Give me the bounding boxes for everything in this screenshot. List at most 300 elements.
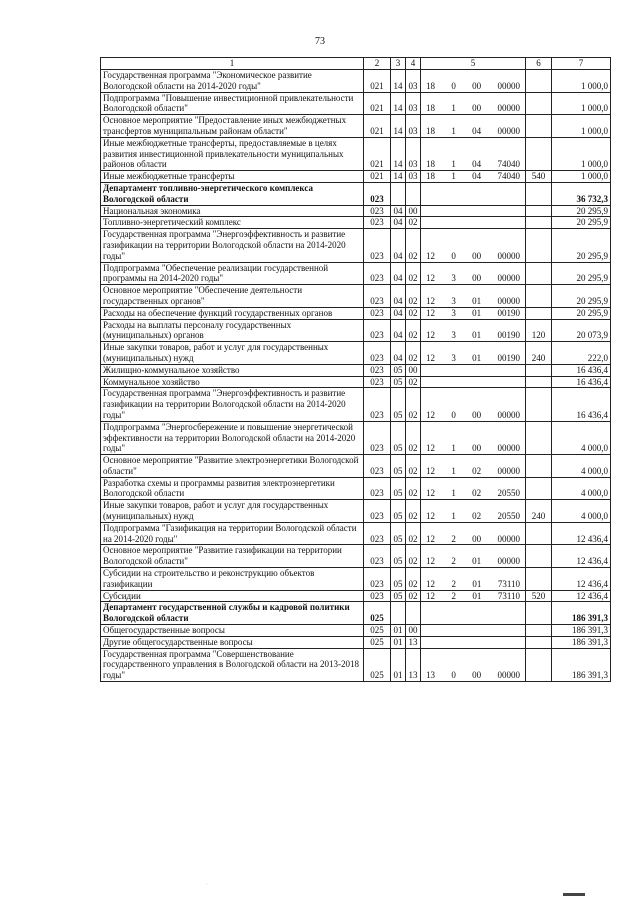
subsection-code: 00	[406, 625, 421, 637]
amount: 36 732,3	[552, 182, 611, 205]
target-article-code	[421, 388, 526, 421]
subsection-code: 02	[406, 421, 421, 454]
subsection-code: 13	[406, 648, 421, 681]
target-article-parts	[423, 511, 523, 522]
target-article-code	[421, 625, 526, 637]
expense-type-code	[526, 477, 552, 500]
table-row	[101, 171, 611, 183]
target-article-part: 0	[451, 250, 456, 261]
subsection-code: 02	[406, 229, 421, 262]
target-article-part: 18	[426, 103, 435, 114]
expense-type-code	[526, 92, 552, 115]
target-article-part: 01	[472, 578, 482, 589]
ministry-code: 023	[364, 217, 391, 229]
target-article-parts	[423, 330, 523, 341]
expense-type-code	[526, 545, 552, 568]
row-name: Субсидии на строительство и реконструкцию объектов газификации	[101, 568, 364, 591]
expense-type-code	[526, 376, 552, 388]
target-article-code	[421, 137, 526, 170]
row-name: Основное мероприятие "Развитие газификации на территории Вологодской области"	[101, 545, 364, 568]
table-row	[101, 307, 611, 319]
amount: 20 295,9	[552, 229, 611, 262]
target-article-part: 0	[451, 409, 456, 420]
subsection-code: 02	[406, 568, 421, 591]
target-article-part: 12	[426, 511, 435, 522]
expense-type-code	[526, 182, 552, 205]
table-row	[101, 342, 611, 365]
target-article-part: 0	[451, 670, 456, 681]
target-article-part: 1	[451, 511, 456, 522]
target-article-parts	[423, 591, 523, 602]
target-article-part: 04	[472, 159, 482, 170]
row-name: Основное мероприятие "Предоставление иных межбюджетных трансфертов муниципальным районам области"	[101, 115, 364, 138]
column-header-2: 2	[364, 58, 391, 70]
target-article-part: 18	[426, 159, 435, 170]
expense-type-code	[526, 602, 552, 625]
target-article-part: 00000	[497, 556, 520, 567]
section-code: 05	[391, 455, 406, 478]
target-article-part: 1	[451, 103, 456, 114]
target-article-part: 00000	[497, 670, 520, 681]
expense-type-code	[526, 636, 552, 648]
section-code: 05	[391, 364, 406, 376]
subsection-code: 02	[406, 477, 421, 500]
expense-type-code	[526, 307, 552, 319]
expense-type-code	[526, 217, 552, 229]
target-article-part: 0	[451, 80, 456, 91]
row-name: Расходы на выплаты персоналу государственных (муниципальных) органов	[101, 319, 364, 342]
amount: 4 000,0	[552, 455, 611, 478]
target-article-code	[421, 92, 526, 115]
table-body	[101, 70, 611, 682]
target-article-parts	[423, 410, 523, 421]
section-code: 14	[391, 115, 406, 138]
row-name: Подпрограмма "Газификация на территории Вологодской области на 2014-2020 годы"	[101, 522, 364, 545]
section-code: 05	[391, 590, 406, 602]
table-row	[101, 182, 611, 205]
target-article-code	[421, 568, 526, 591]
subsection-code: 02	[406, 307, 421, 319]
section-code	[391, 182, 406, 205]
expense-type-code: 520	[526, 590, 552, 602]
target-article-code	[421, 545, 526, 568]
target-article-parts	[423, 488, 523, 499]
target-article-part: 2	[451, 578, 456, 589]
target-article-part: 13	[426, 670, 435, 681]
table-row	[101, 421, 611, 454]
row-name: Национальная экономика	[101, 205, 364, 217]
expense-type-code: 240	[526, 500, 552, 523]
expense-type-code	[526, 455, 552, 478]
section-code	[391, 602, 406, 625]
target-article-part: 12	[426, 295, 435, 306]
amount: 1 000,0	[552, 70, 611, 93]
target-article-part: 00000	[497, 80, 520, 91]
target-article-part: 3	[451, 273, 456, 284]
section-code: 05	[391, 500, 406, 523]
expense-type-code	[526, 364, 552, 376]
amount: 16 436,4	[552, 376, 611, 388]
amount: 4 000,0	[552, 500, 611, 523]
target-article-code	[421, 648, 526, 681]
table-row	[101, 545, 611, 568]
target-article-part: 00000	[497, 273, 520, 284]
target-article-part: 00190	[497, 352, 520, 363]
target-article-part: 74040	[497, 171, 520, 182]
column-header-6: 6	[526, 58, 552, 70]
row-name: Топливно-энергетический комплекс	[101, 217, 364, 229]
target-article-code	[421, 217, 526, 229]
table-row	[101, 92, 611, 115]
target-article-part: 1	[451, 125, 456, 136]
target-article-part: 12	[426, 590, 435, 601]
target-article-part: 00	[472, 250, 482, 261]
target-article-code	[421, 477, 526, 500]
target-article-part: 00190	[497, 330, 520, 341]
table-row	[101, 137, 611, 170]
target-article-part: 01	[472, 330, 482, 341]
target-article-code	[421, 602, 526, 625]
subsection-code: 02	[406, 217, 421, 229]
row-name: Иные межбюджетные трансферты	[101, 171, 364, 183]
target-article-part: 12	[426, 307, 435, 318]
table-row	[101, 636, 611, 648]
target-article-part: 20550	[497, 511, 520, 522]
budget-table	[100, 57, 611, 682]
ministry-code: 023	[364, 477, 391, 500]
target-article-parts	[423, 81, 523, 92]
target-article-parts	[423, 159, 523, 170]
target-article-part: 20550	[497, 488, 520, 499]
expense-type-code	[526, 648, 552, 681]
section-code: 14	[391, 92, 406, 115]
table-row	[101, 217, 611, 229]
amount: 1 000,0	[552, 171, 611, 183]
section-code: 01	[391, 648, 406, 681]
target-article-part: 2	[451, 556, 456, 567]
row-name: Основное мероприятие "Развитие электроэнергетики Вологодской области"	[101, 455, 364, 478]
row-name: Разработка схемы и программы развития электроэнергетики Вологодской области	[101, 477, 364, 500]
section-code: 04	[391, 342, 406, 365]
target-article-part: 18	[426, 125, 435, 136]
row-name: Иные межбюджетные трансферты, предоставляемые в целях развития инвестиционной привлекательности муниципальных районов области	[101, 137, 364, 170]
target-article-part: 02	[472, 488, 482, 499]
ministry-code: 023	[364, 568, 391, 591]
target-article-part: 00	[472, 273, 482, 284]
table-row	[101, 319, 611, 342]
target-article-part: 3	[451, 330, 456, 341]
column-header-1: 1	[101, 58, 364, 70]
ministry-code: 025	[364, 648, 391, 681]
amount: 12 436,4	[552, 545, 611, 568]
row-name: Подпрограмма "Энергосбережение и повышение энергетической эффективности на территории Вологодской области на 2014-2020 годы"	[101, 421, 364, 454]
table-row	[101, 648, 611, 681]
table-row	[101, 364, 611, 376]
section-code: 14	[391, 171, 406, 183]
row-name: Общегосударственные вопросы	[101, 625, 364, 637]
target-article-part: 12	[426, 330, 435, 341]
target-article-part: 00	[472, 80, 482, 91]
subsection-code: 00	[406, 364, 421, 376]
table-row	[101, 500, 611, 523]
target-article-part: 12	[426, 578, 435, 589]
ministry-code: 021	[364, 137, 391, 170]
amount: 4 000,0	[552, 421, 611, 454]
section-code: 04	[391, 205, 406, 217]
target-article-part: 12	[426, 273, 435, 284]
target-article-part: 00	[472, 533, 482, 544]
subsection-code: 02	[406, 285, 421, 308]
target-article-code	[421, 262, 526, 285]
section-code: 05	[391, 545, 406, 568]
subsection-code: 02	[406, 455, 421, 478]
row-name: Коммунальное хозяйство	[101, 376, 364, 388]
ministry-code: 021	[364, 70, 391, 93]
row-name: Департамент государственной службы и кадровой политики Вологодской области	[101, 602, 364, 625]
expense-type-code	[526, 115, 552, 138]
subsection-code: 03	[406, 115, 421, 138]
section-code: 05	[391, 421, 406, 454]
target-article-parts	[423, 579, 523, 590]
target-article-part: 00000	[497, 409, 520, 420]
table-row	[101, 455, 611, 478]
row-name: Иные закупки товаров, работ и услуг для государственных (муниципальных) нужд	[101, 342, 364, 365]
row-name: Государственная программа "Энергоэффективность и развитие газификации на территории Вологодской области на 2014-2020 годы"	[101, 388, 364, 421]
target-article-code	[421, 182, 526, 205]
table-row	[101, 70, 611, 93]
subsection-code: 02	[406, 376, 421, 388]
target-article-part: 00	[472, 443, 482, 454]
row-name: Государственная программа "Совершенствование государственного управления в Вологодской области на 2013-2018 годы"	[101, 648, 364, 681]
target-article-parts	[423, 466, 523, 477]
ministry-code: 023	[364, 319, 391, 342]
expense-type-code	[526, 421, 552, 454]
section-code: 04	[391, 307, 406, 319]
target-article-code	[421, 364, 526, 376]
expense-type-code	[526, 137, 552, 170]
subsection-code: 03	[406, 137, 421, 170]
expense-type-code	[526, 70, 552, 93]
ministry-code: 021	[364, 115, 391, 138]
target-article-part: 3	[451, 352, 456, 363]
target-article-code	[421, 229, 526, 262]
target-article-part: 3	[451, 307, 456, 318]
subsection-code: 02	[406, 545, 421, 568]
target-article-part: 00	[472, 103, 482, 114]
table-row	[101, 388, 611, 421]
subsection-code: 02	[406, 590, 421, 602]
table-row	[101, 522, 611, 545]
ministry-code: 023	[364, 500, 391, 523]
table-row	[101, 205, 611, 217]
subsection-code: 03	[406, 70, 421, 93]
target-article-code	[421, 522, 526, 545]
page-number: 73	[315, 36, 325, 47]
target-article-part: 12	[426, 409, 435, 420]
target-article-part: 1	[451, 443, 456, 454]
target-article-part: 02	[472, 511, 482, 522]
target-article-part: 01	[472, 352, 482, 363]
expense-type-code	[526, 388, 552, 421]
target-article-code	[421, 376, 526, 388]
target-article-part: 04	[472, 171, 482, 182]
row-name: Субсидии	[101, 590, 364, 602]
table-row	[101, 590, 611, 602]
subsection-code: 00	[406, 205, 421, 217]
amount: 20 295,9	[552, 307, 611, 319]
expense-type-code: 540	[526, 171, 552, 183]
target-article-part: 01	[472, 307, 482, 318]
target-article-part: 00	[472, 670, 482, 681]
target-article-parts	[423, 296, 523, 307]
target-article-code	[421, 500, 526, 523]
target-article-code	[421, 205, 526, 217]
subsection-code: 02	[406, 522, 421, 545]
subsection-code	[406, 182, 421, 205]
subsection-code: 03	[406, 171, 421, 183]
subsection-code: 02	[406, 342, 421, 365]
target-article-parts	[423, 171, 523, 182]
section-code: 14	[391, 137, 406, 170]
row-name: Основное мероприятие "Обеспечение деятельности государственных органов"	[101, 285, 364, 308]
target-article-part: 12	[426, 556, 435, 567]
ministry-code: 023	[364, 590, 391, 602]
section-code: 01	[391, 636, 406, 648]
amount: 1 000,0	[552, 137, 611, 170]
ministry-code: 023	[364, 388, 391, 421]
table-row	[101, 477, 611, 500]
amount: 12 436,4	[552, 522, 611, 545]
table-row	[101, 285, 611, 308]
target-article-code	[421, 319, 526, 342]
amount: 4 000,0	[552, 477, 611, 500]
expense-type-code	[526, 205, 552, 217]
target-article-code	[421, 590, 526, 602]
target-article-part: 00190	[497, 307, 520, 318]
row-name: Иные закупки товаров, работ и услуг для государственных (муниципальных) нужд	[101, 500, 364, 523]
ministry-code: 023	[364, 342, 391, 365]
subsection-code: 02	[406, 319, 421, 342]
amount: 1 000,0	[552, 92, 611, 115]
amount: 12 436,4	[552, 568, 611, 591]
ministry-code: 025	[364, 636, 391, 648]
row-name: Государственная программа "Энергоэффективность и развитие газификации на территории Вологодской области на 2014-2020 годы"	[101, 229, 364, 262]
target-article-part: 00000	[497, 295, 520, 306]
target-article-part: 1	[451, 465, 456, 476]
table-row	[101, 229, 611, 262]
target-article-part: 00	[472, 409, 482, 420]
target-article-code	[421, 342, 526, 365]
amount: 186 391,3	[552, 636, 611, 648]
target-article-parts	[423, 353, 523, 364]
target-article-code	[421, 115, 526, 138]
target-article-part: 74040	[497, 159, 520, 170]
target-article-part: 00000	[497, 125, 520, 136]
scan-artifact: ·	[206, 882, 208, 888]
expense-type-code	[526, 229, 552, 262]
ministry-code: 023	[364, 182, 391, 205]
subsection-code	[406, 602, 421, 625]
target-article-part: 02	[472, 465, 482, 476]
section-code: 05	[391, 477, 406, 500]
target-article-part: 00000	[497, 103, 520, 114]
corner-mark	[563, 893, 585, 896]
table-row	[101, 262, 611, 285]
ministry-code: 021	[364, 171, 391, 183]
target-article-part: 73110	[497, 578, 520, 589]
section-code: 04	[391, 319, 406, 342]
target-article-part: 01	[472, 590, 482, 601]
target-article-code	[421, 636, 526, 648]
ministry-code: 023	[364, 262, 391, 285]
target-article-parts	[423, 556, 523, 567]
target-article-part: 00000	[497, 250, 520, 261]
expense-type-code: 240	[526, 342, 552, 365]
target-article-part: 12	[426, 533, 435, 544]
target-article-part: 73110	[497, 590, 520, 601]
expense-type-code	[526, 285, 552, 308]
table-row	[101, 625, 611, 637]
section-code: 05	[391, 522, 406, 545]
amount: 20 295,9	[552, 285, 611, 308]
amount: 1 000,0	[552, 115, 611, 138]
row-name: Расходы на обеспечение функций государственных органов	[101, 307, 364, 319]
section-code: 05	[391, 568, 406, 591]
subsection-code: 02	[406, 500, 421, 523]
section-code: 04	[391, 285, 406, 308]
amount: 186 391,3	[552, 648, 611, 681]
target-article-code	[421, 171, 526, 183]
target-article-part: 18	[426, 80, 435, 91]
target-article-parts	[423, 308, 523, 319]
target-article-code	[421, 285, 526, 308]
expense-type-code	[526, 522, 552, 545]
ministry-code: 023	[364, 307, 391, 319]
target-article-part: 1	[451, 488, 456, 499]
section-code: 05	[391, 388, 406, 421]
target-article-part: 12	[426, 443, 435, 454]
target-article-part: 12	[426, 465, 435, 476]
column-header-4: 4	[406, 58, 421, 70]
target-article-part: 3	[451, 295, 456, 306]
column-header-7: 7	[552, 58, 611, 70]
ministry-code: 023	[364, 545, 391, 568]
target-article-part: 2	[451, 590, 456, 601]
target-article-code	[421, 70, 526, 93]
expense-type-code	[526, 568, 552, 591]
subsection-code: 13	[406, 636, 421, 648]
ministry-code: 023	[364, 421, 391, 454]
row-name: Подпрограмма "Повышение инвестиционной привлекательности Вологодской области"	[101, 92, 364, 115]
section-code: 01	[391, 625, 406, 637]
row-name: Подпрограмма "Обеспечение реализации государственной программы на 2014-2020 годы"	[101, 262, 364, 285]
target-article-parts	[423, 126, 523, 137]
amount: 186 391,3	[552, 602, 611, 625]
amount: 20 295,9	[552, 262, 611, 285]
expense-type-code: 120	[526, 319, 552, 342]
target-article-part: 2	[451, 533, 456, 544]
target-article-code	[421, 421, 526, 454]
target-article-part: 12	[426, 352, 435, 363]
ministry-code: 023	[364, 205, 391, 217]
target-article-part: 1	[451, 171, 456, 182]
amount: 20 295,9	[552, 217, 611, 229]
row-name: Жилищно-коммунальное хозяйство	[101, 364, 364, 376]
subsection-code: 02	[406, 262, 421, 285]
section-code: 04	[391, 217, 406, 229]
target-article-part: 04	[472, 125, 482, 136]
amount: 16 436,4	[552, 364, 611, 376]
